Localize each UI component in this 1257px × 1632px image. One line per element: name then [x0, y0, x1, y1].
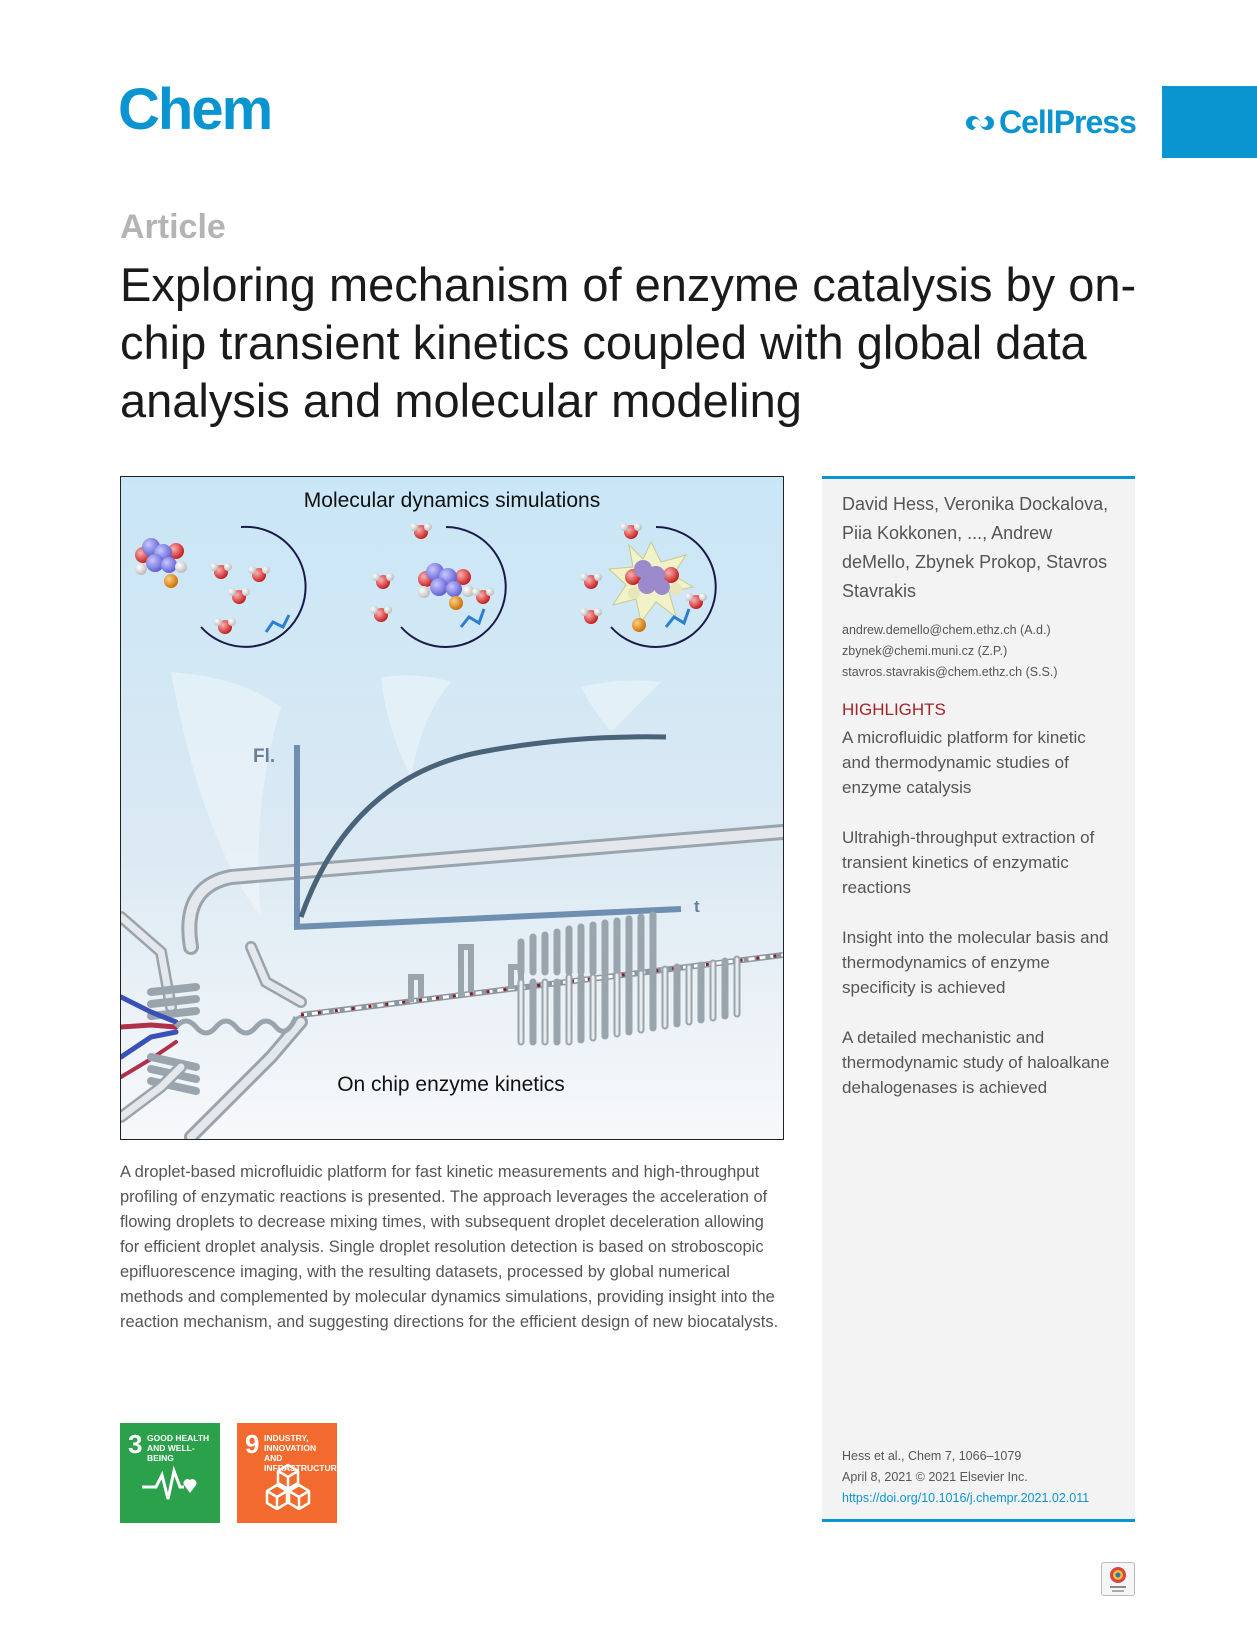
- article-title: Exploring mechanism of enzyme catalysis by on-chip transient kinetics coupled with global data analysis and molecular modeling: [120, 258, 1137, 427]
- author-list: David Hess, Veronika Dockalova, Piia Kokkonen, ..., Andrew deMello, Zbynek Prokop, Stavros Stavrakis: [842, 494, 1109, 601]
- publisher-logo: [965, 104, 1136, 141]
- citation-block: [842, 1446, 1089, 1509]
- figure-top-label: Molecular dynamics simulations: [303, 489, 601, 512]
- sdg-number: 3: [128, 1429, 143, 1459]
- highlight-item: Insight into the molecular basis and thermodynamics of enzyme specificity is achieved: [842, 928, 1109, 997]
- check-for-updates-badge[interactable]: [1101, 1562, 1135, 1596]
- figure-bottom-label: On chip enzyme kinetics: [337, 1073, 565, 1096]
- highlight-item: A microfluidic platform for kinetic and thermodynamic studies of enzyme catalysis: [842, 728, 1086, 797]
- graphical-abstract: [120, 476, 784, 1140]
- citation-date: April 8, 2021 © 2021 Elsevier Inc.: [842, 1470, 1028, 1484]
- brand-color-tab: [1162, 86, 1257, 158]
- publisher-name: CellPress: [999, 104, 1136, 140]
- cubes-icon: [257, 1463, 319, 1515]
- plot-y-label: Fl.: [253, 746, 276, 767]
- plot-x-label: t: [694, 897, 700, 916]
- cellpress-icon: [965, 108, 995, 138]
- sdg-badge-9[interactable]: [237, 1423, 343, 1523]
- email-link[interactable]: zbynek@chemi.muni.cz (Z.P.): [842, 644, 1008, 658]
- sdg-number: 9: [245, 1429, 260, 1459]
- contact-emails: [842, 620, 1058, 683]
- highlight-item: A detailed mechanistic and thermodynamic study of haloalkane dehalogenases is achieved: [842, 1028, 1110, 1097]
- email-link[interactable]: andrew.demello@chem.ethz.ch (A.d.): [842, 623, 1051, 637]
- doi-link[interactable]: https://doi.org/10.1016/j.chempr.2021.02.011: [842, 1491, 1090, 1505]
- email-link[interactable]: stavros.stavrakis@chem.ethz.ch (S.S.): [842, 665, 1058, 679]
- highlight-item: Ultrahigh-throughput extraction of transient kinetics of enzymatic reactions: [842, 828, 1095, 897]
- abstract-text: A droplet-based microfluidic platform for fast kinetic measurements and high-throughput profiling of enzymatic reactions is presented. The approach leverages the acceleration of flowing droplets to decrease mixing times, with subsequent droplet deceleration allowing for efficient droplet analysis. Single droplet resolution detection is based on stroboscopic epifluorescence imaging, with the resulting datasets, processed by global numerical methods and complemented by molecular dynamics simulations, providing insight into the reaction mechanism, and suggesting directions for the efficient design of new biocatalysts.: [120, 1163, 779, 1331]
- sdg-label: GOOD HEALTH AND WELL-BEING: [147, 1433, 210, 1463]
- graphical-abstract-illustration: [121, 477, 783, 1139]
- highlights-list: [842, 725, 1117, 1125]
- heartbeat-icon: [140, 1463, 202, 1507]
- sdg-badge-3[interactable]: [120, 1423, 220, 1523]
- check-updates-icon: [1102, 1563, 1134, 1595]
- sdg-label: INDUSTRY, INNOVATION AND INFRASTRUCTURE: [264, 1433, 343, 1473]
- article-type-label: Article: [120, 208, 226, 246]
- journal-logo: Chem: [118, 77, 272, 142]
- citation-reference: Hess et al., Chem 7, 1066–1079: [842, 1449, 1022, 1463]
- highlights-heading: HIGHLIGHTS: [842, 700, 946, 719]
